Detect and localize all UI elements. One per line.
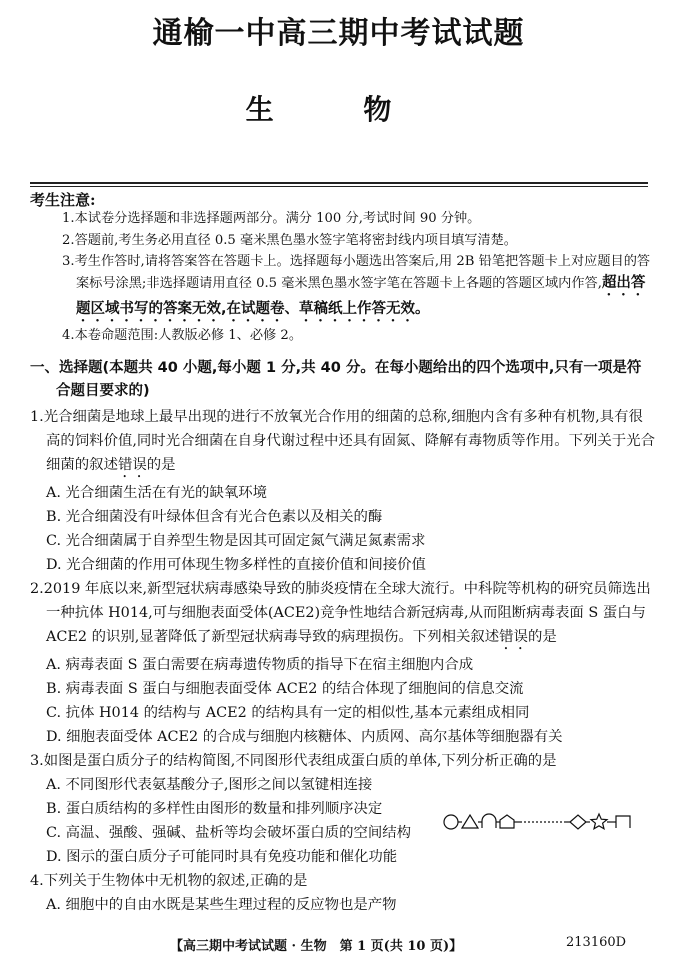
question-3-option-d: D. 图示的蛋白质分子可能同时具有免疫功能和催化功能 [46,849,398,865]
divider-thin [30,186,648,187]
question-3-option-a: A. 不同图形代表氨基酸分子,图形之间以氢键相连接 [46,777,373,793]
question-1-option-b: B. 光合细菌没有叶绿体但含有光合色素以及相关的酶 [46,509,383,525]
notice-item-3-text: 3.考生作答时,请将答案答在答题卡上。选择题每小题选出答案后,用 2B 铅笔把答题卡上对应题目的答案标号涂黑;非选择题请用直径 0.5 毫米黑色墨水签字笔在答题卡上各题的答题区域内作答, [62,254,651,291]
subject-title: 生 物 [245,93,432,126]
monomer-circle-icon [444,815,458,829]
footer-code: 213160D [566,935,627,950]
question-1-option-d: D. 光合细菌的作用可体现生物多样性的直接价值和间接价值 [46,557,426,573]
question-2-stem [30,577,655,653]
question-3-option-b: B. 蛋白质结构的多样性由图形的数量和排列顺序决定 [46,801,383,817]
question-4-option-a: A. 细胞中的自由水既是某些生理过程的反应物也是产物 [46,897,397,913]
question-3 [30,749,655,869]
monomer-triangle-icon [462,815,478,828]
protein-structure-diagram [440,810,652,834]
question-2-option-a: A. 病毒表面 S 蛋白需要在病毒遗传物质的指导下在宿主细胞内合成 [46,657,474,673]
question-2-option-c: C. 抗体 H014 的结构与 ACE2 的结构具有一定的相似性,基本元素组成相同 [46,705,530,721]
question-2-stem-text: 2.2019 年底以来,新型冠状病毒感染导致的肺炎疫情在全球大流行。中科院等机构的研究员筛选出一种抗体 H014,可与细胞表面受体(ACE2)竞争性地结合新冠病毒,从而阻断病毒表面 S 蛋白与 ACE2 的识别,显著降低了新型冠状病毒导致的病理损伤。下列相关叙述 [30,581,651,645]
exam-title: 通榆一中高三期中考试试题 [152,16,525,51]
question-2-option-b: B. 病毒表面 S 蛋白与细胞表面受体 ACE2 的结合体现了细胞间的信息交流 [46,681,524,697]
section-heading [30,357,650,403]
question-block [30,405,655,917]
notice-emphasis: 超出答题区域书写的答案无效,在试题卷、草稿纸上作答无效。 [76,274,646,317]
question-1-option-a: A. 光合细菌生活在有光的缺氧环境 [46,485,268,501]
question-1-stem-keyword: 错误 [117,457,147,473]
monomer-pentagon-icon [500,815,514,828]
question-1-stem [30,405,655,481]
question-1-option-c: C. 光合细菌属于自养型生物是因其可固定氮气满足氮素需求 [46,533,426,549]
monomer-gate-icon [616,816,630,828]
monomer-star-icon [591,814,607,829]
divider-thick [30,182,648,184]
question-4-stem: 4.下列关于生物体中无机物的叙述,正确的是 [30,873,308,889]
question-1-stem-end: 的是 [146,457,176,473]
monomer-arch-icon [482,814,496,828]
question-1 [30,405,655,577]
footer-page-info: 【高三期中考试试题 · 生物 第 1 页(共 10 页)】 [170,939,463,954]
section-heading-line1: 一、选择题(本题共 40 小题,每小题 1 分,共 40 分。在每小题给出的四个选项中,只有一项是符 [30,360,642,376]
question-3-stem: 3.如图是蛋白质分子的结构简图,不同图形代表组成蛋白质的单体,下列分析正确的是 [30,753,557,769]
question-1-stem-text: 1.光合细菌是地球上最早出现的进行不放氧光合作用的细菌的总称,细胞内含有多种有机物,具有很高的饲料价值,同时光合细菌在自身代谢过程中还具有固氮、降解有毒物质等作用。下列关于光合细菌的叙述 [30,409,655,473]
notice-heading: 考生注意: [30,191,96,209]
question-2 [30,577,655,749]
question-3-option-c: C. 高温、强酸、强碱、盐析等均会破坏蛋白质的空间结构 [46,825,412,841]
question-2-option-d: D. 细胞表面受体 ACE2 的合成与细胞内核糖体、内质网、高尔基体等细胞器有关 [46,729,563,745]
notice-item-3 [62,251,652,325]
notice-item-2: 2.答题前,考生务必用直径 0.5 毫米黑色墨水签字笔将密封线内项目填写清楚。 [62,232,517,248]
monomer-diamond-icon [570,815,586,829]
question-4 [30,869,655,917]
notice-item-4: 4.本卷命题范围:人教版必修 1、必修 2。 [62,327,303,343]
notice-list [62,208,652,346]
question-2-stem-keyword: 错误 [499,629,528,645]
section-heading-line2: 合题目要求的) [56,383,150,399]
question-2-stem-end: 的是 [527,629,557,645]
notice-item-1: 1.本试卷分选择题和非选择题两部分。满分 100 分,考试时间 90 分钟。 [62,211,481,226]
